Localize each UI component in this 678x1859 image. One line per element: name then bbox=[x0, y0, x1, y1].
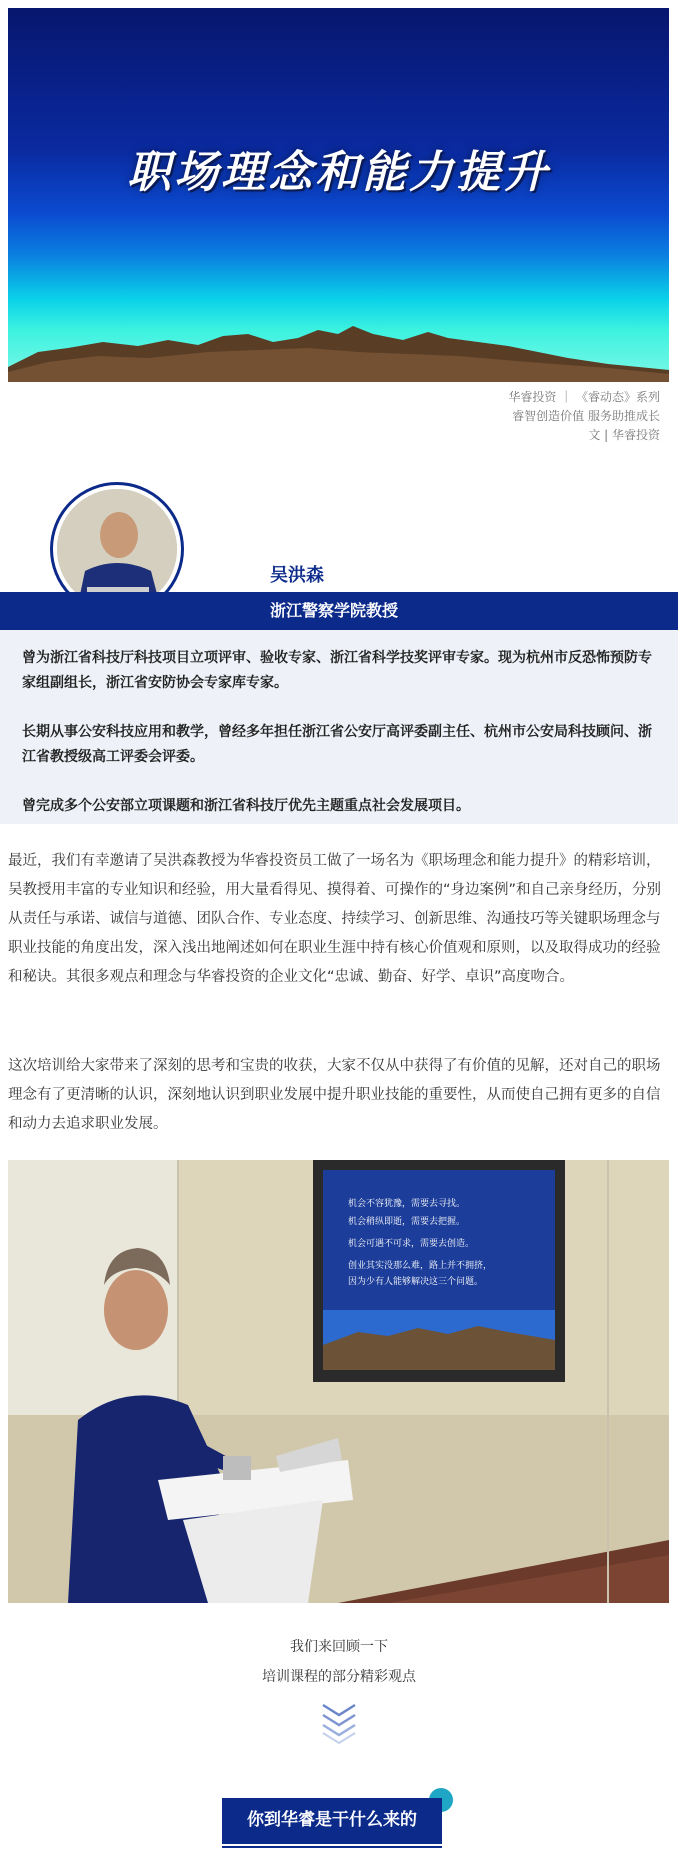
article-caption bbox=[460, 388, 660, 445]
screen-line: 机会可遇不可求，需要去创造。 bbox=[348, 1239, 475, 1249]
bio-paragraph: 长期从事公安科技应用和教学，曾经多年担任浙江省公安厅高评委副主任、杭州市公安局科技顾问、浙江省教授级高工评委会评委。 bbox=[22, 724, 652, 765]
article-paragraph: 这次培训给大家带来了深刻的思考和宝贵的收获，大家不仅从中获得了有价值的见解，还对自己的职场理念有了更清晰的认识，深刻地认识到职业发展中提升职业技能的重要性，从而使自己拥有更多的自信和动力去追求职业发展。 bbox=[8, 1058, 661, 1132]
speaker-bio bbox=[0, 630, 678, 824]
banner-title: 职场理念和能力提升 bbox=[127, 147, 550, 198]
caption-line: 华睿投资 ｜ 《睿动态》系列 bbox=[508, 390, 660, 404]
speaker-title: 浙江警察学院教授 bbox=[270, 601, 399, 620]
header-banner bbox=[8, 8, 669, 382]
article-paragraph: 最近，我们有幸邀请了吴洪森教授为华睿投资员工做了一场名为《职场理念和能力提升》的精彩培训，吴教授用丰富的专业知识和经验，用大量看得见、摸得着、可操作的“身边案例”和自己亲身经历，分别从责任与承诺、诚信与道德、团队合作、专业态度、持续学习、创新思维、沟通技巧等关键职场理念与职业技能的角度出发，深入浅出地阐述如何在职业生涯中持有核心价值观和原则，以及取得成功的经验和秘诀。其很多观点和理念与华睿投资的企业文化“忠诚、勤奋、好学、卓识”高度吻合。 bbox=[8, 853, 662, 985]
training-photo bbox=[8, 1160, 669, 1603]
caption-line: 文 | 华睿投资 bbox=[588, 428, 660, 442]
bio-paragraph: 曾完成多个公安部立项课题和浙江省科技厅优先主题重点社会发展项目。 bbox=[22, 798, 470, 814]
review-intro-line: 我们来回顾一下 bbox=[290, 1639, 388, 1655]
avatar-photo bbox=[57, 489, 177, 609]
chevron-down-icon bbox=[319, 1701, 359, 1745]
section-heading: 你到华睿是干什么来的 bbox=[222, 1798, 442, 1844]
screen-line: 创业其实没那么难，路上并不拥挤， bbox=[348, 1261, 493, 1271]
screen-line: 机会稍纵即逝，需要去把握。 bbox=[348, 1217, 466, 1227]
speaker-name: 吴洪森 bbox=[270, 565, 324, 586]
review-intro-line: 培训课程的部分精彩观点 bbox=[262, 1669, 416, 1685]
caption-line: 睿智创造价值 服务助推成长 bbox=[512, 409, 660, 423]
screen-line: 因为少有人能够解决这三个问题。 bbox=[348, 1277, 484, 1287]
speaker-title-bar bbox=[0, 592, 678, 630]
mountain-silhouette bbox=[8, 312, 669, 382]
bio-paragraph: 曾为浙江省科技厅科技项目立项评审、验收专家、浙江省科学技奖评审专家。现为杭州市反恐怖预防专家组副组长，浙江省安防协会专家库专家。 bbox=[22, 650, 652, 691]
screen-line: 机会不容犹豫，需要去寻找。 bbox=[348, 1199, 466, 1209]
